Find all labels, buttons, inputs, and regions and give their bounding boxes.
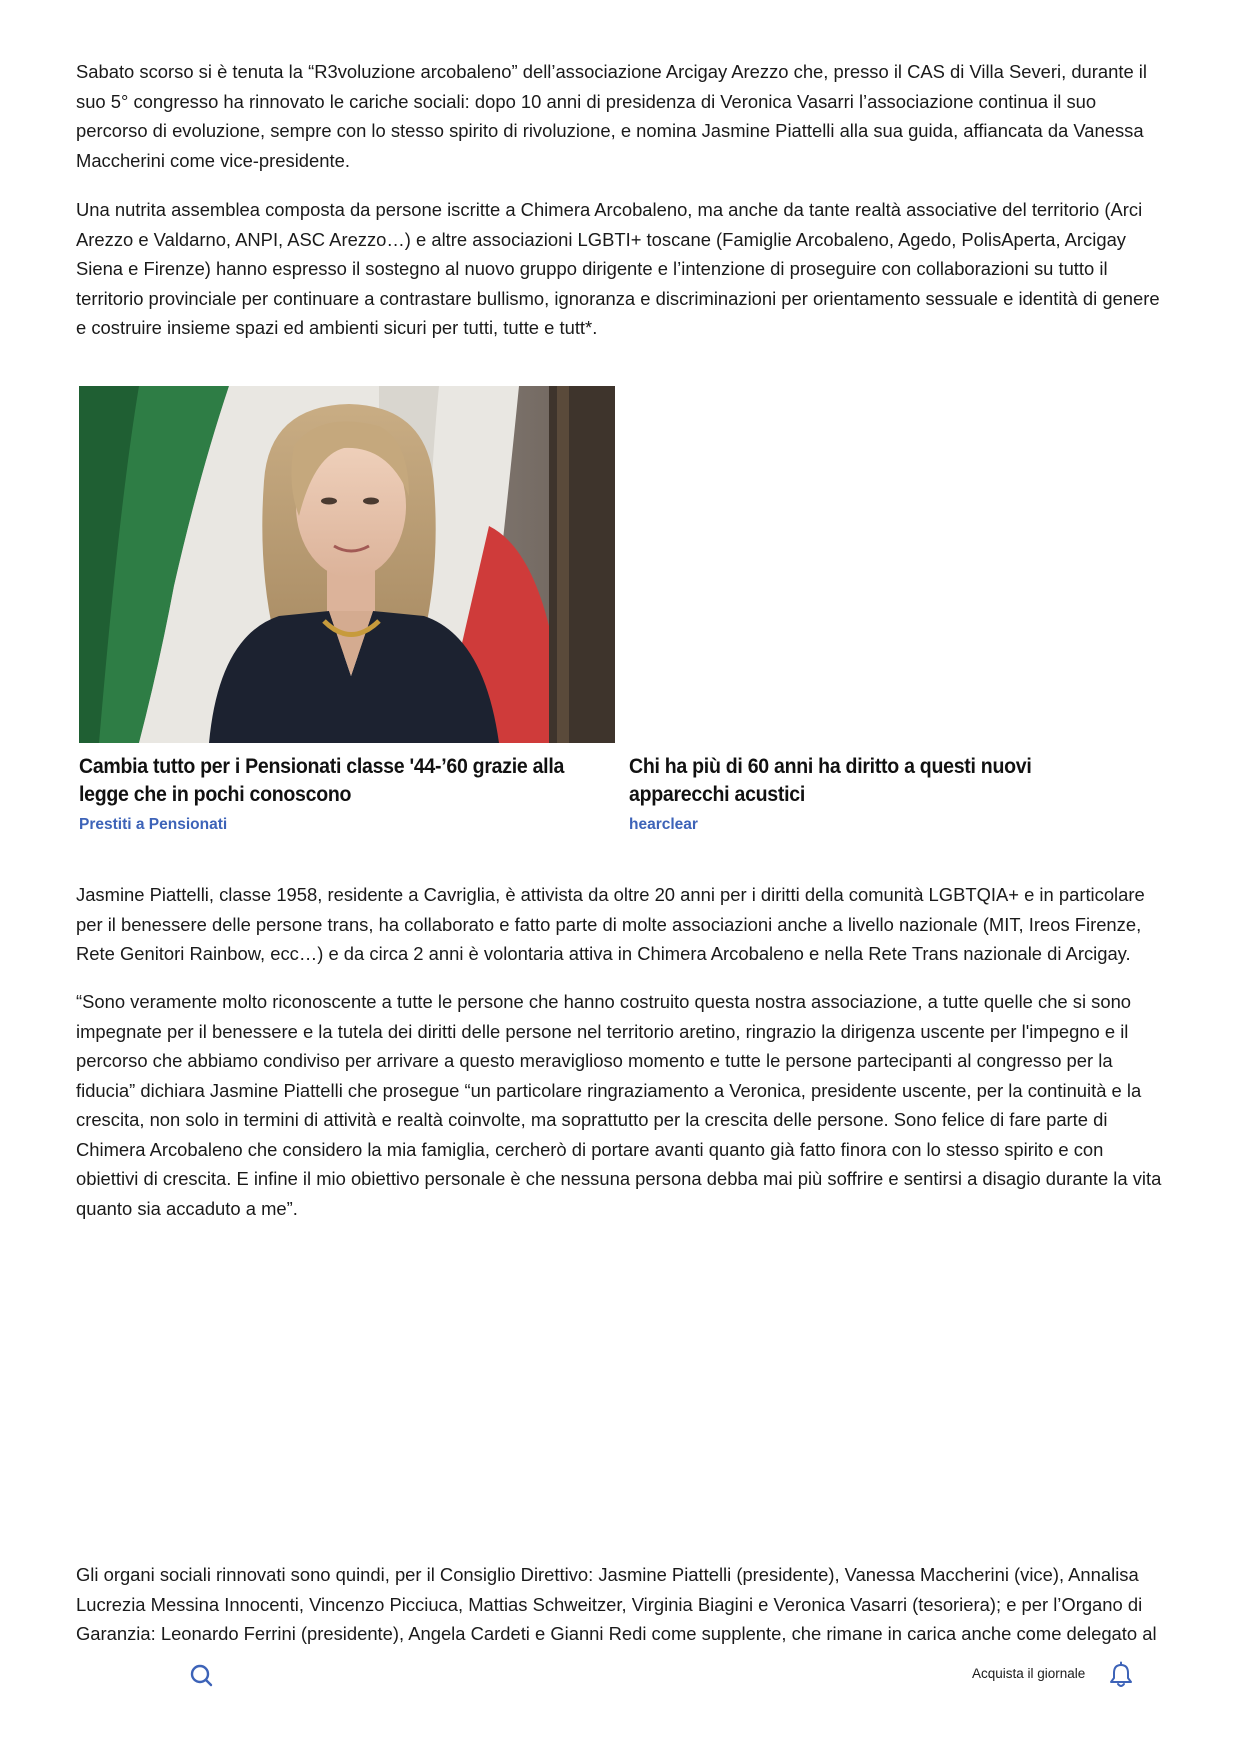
promo-source[interactable]: hearclear bbox=[629, 816, 698, 833]
search-icon bbox=[188, 1662, 216, 1690]
promo-headline[interactable]: Cambia tutto per i Pensionati classe '44-’60 grazie alla legge che in pochi conoscono bbox=[79, 755, 565, 806]
notifications-button[interactable] bbox=[1108, 1661, 1134, 1689]
promo-card-pensionati[interactable] bbox=[79, 386, 615, 835]
article-paragraph-5: Gli organi sociali rinnovati sono quindi, per il Consiglio Direttivo: Jasmine Piattelli (presidente), Vanessa Maccherini (vice), Annalisa Lucrezia Messina Innocenti, Vincenzo Picciuca, Mattias Schweitzer, Virginia Biagini e Veronica Vasarri (tesoriera); e per l’Organo di Garanzia: Leonardo Ferrini (presidente), Angela Cardeti e Gianni Redi come supplente, che rimane in carica anche come delegato al bbox=[76, 1564, 1157, 1644]
promo-source[interactable]: Prestiti a Pensionati bbox=[79, 816, 228, 833]
article-paragraph-2: Una nutrita assemblea composta da persone iscritte a Chimera Arcobaleno, ma anche da tante realtà associative del territorio (Arci Arezzo e Valdarno, ANPI, ASC Arezzo…) e altre associazioni LGBTI+ toscane (Famiglie Arcobaleno, Agedo, PolisAperta, Arcigay Siena e Firenze) hanno espresso il sostegno al nuovo gruppo dirigente e l’intenzione di proseguire con collaborazioni su tutto il territorio provinciale per continuare a contrastare bullismo, ignoranza e discriminazioni per orientamento sessuale e identità di genere e costruire insieme spazi ed ambienti sicuri per tutti, tutte e tutt*. bbox=[76, 199, 1160, 338]
promo-headline[interactable]: Chi ha più di 60 anni ha diritto a questi nuovi apparecchi acustici bbox=[629, 755, 1032, 806]
buy-newspaper-link[interactable]: Acquista il giornale bbox=[972, 1666, 1086, 1681]
search-button[interactable] bbox=[188, 1662, 216, 1690]
article-paragraph-4: “Sono veramente molto riconoscente a tutte le persone che hanno costruito questa nostra associazione, a tutte quelle che si sono impegnate per il benessere e la tutela dei diritti delle persone nel territorio aretino, ringrazio la dirigenza uscente per l'impegno e il percorso che abbiamo condiviso per arrivare a questo meraviglioso momento e tutte le persone partecipanti al congresso per la fiducia” dichiara Jasmine Piattelli che prosegue “un particolare ringraziamento a Veronica, presidente uscente, per la continuità e la crescita, non solo in termini di attività e realtà coinvolte, ma soprattutto per la crescita delle persone. Sono felice di fare parte di Chimera Arcobaleno che considero la mia famiglia, cercherò di portare avanti quanto già fatto finora con lo stesso spirito e con obiettivi di crescita. E infine il mio obiettivo personale è che nessuna persona debba mai più soffrire e sentirsi a disagio durante la vita quanto sia accaduto a me”. bbox=[76, 991, 1162, 1219]
promo-image-placeholder[interactable] bbox=[629, 386, 1133, 743]
bell-icon bbox=[1108, 1661, 1134, 1689]
article-paragraph-1: Sabato scorso si è tenuta la “R3voluzione arcobaleno” dell’associazione Arcigay Arezzo che, presso il CAS di Villa Severi, durante il suo 5° congresso ha rinnovato le cariche sociali: dopo 10 anni di presidenza di Veronica Vasarri l’associazione continua il suo percorso di evoluzione, sempre con lo stesso spirito di rivoluzione, e nomina Jasmine Piattelli alla sua guida, affiancata da Vanessa Maccherini come vice-presidente. bbox=[76, 61, 1147, 171]
promo-image[interactable] bbox=[79, 386, 615, 743]
promo-card-hearclear[interactable] bbox=[629, 386, 1133, 835]
article-paragraph-3: Jasmine Piattelli, classe 1958, residente a Cavriglia, è attivista da oltre 20 anni per i diritti della comunità LGBTQIA+ e in particolare per il benessere delle persone trans, ha collaborato e fatto parte di molte associazioni anche a livello nazionale (MIT, Ireos Firenze, Rete Genitori Rainbow, ecc…) e da circa 2 anni è volontaria attiva in Chimera Arcobaleno e nella Rete Trans nazionale di Arcigay. bbox=[76, 884, 1145, 964]
bottom-toolbar bbox=[0, 1650, 1239, 1700]
sponsored-content-block bbox=[79, 386, 1133, 836]
